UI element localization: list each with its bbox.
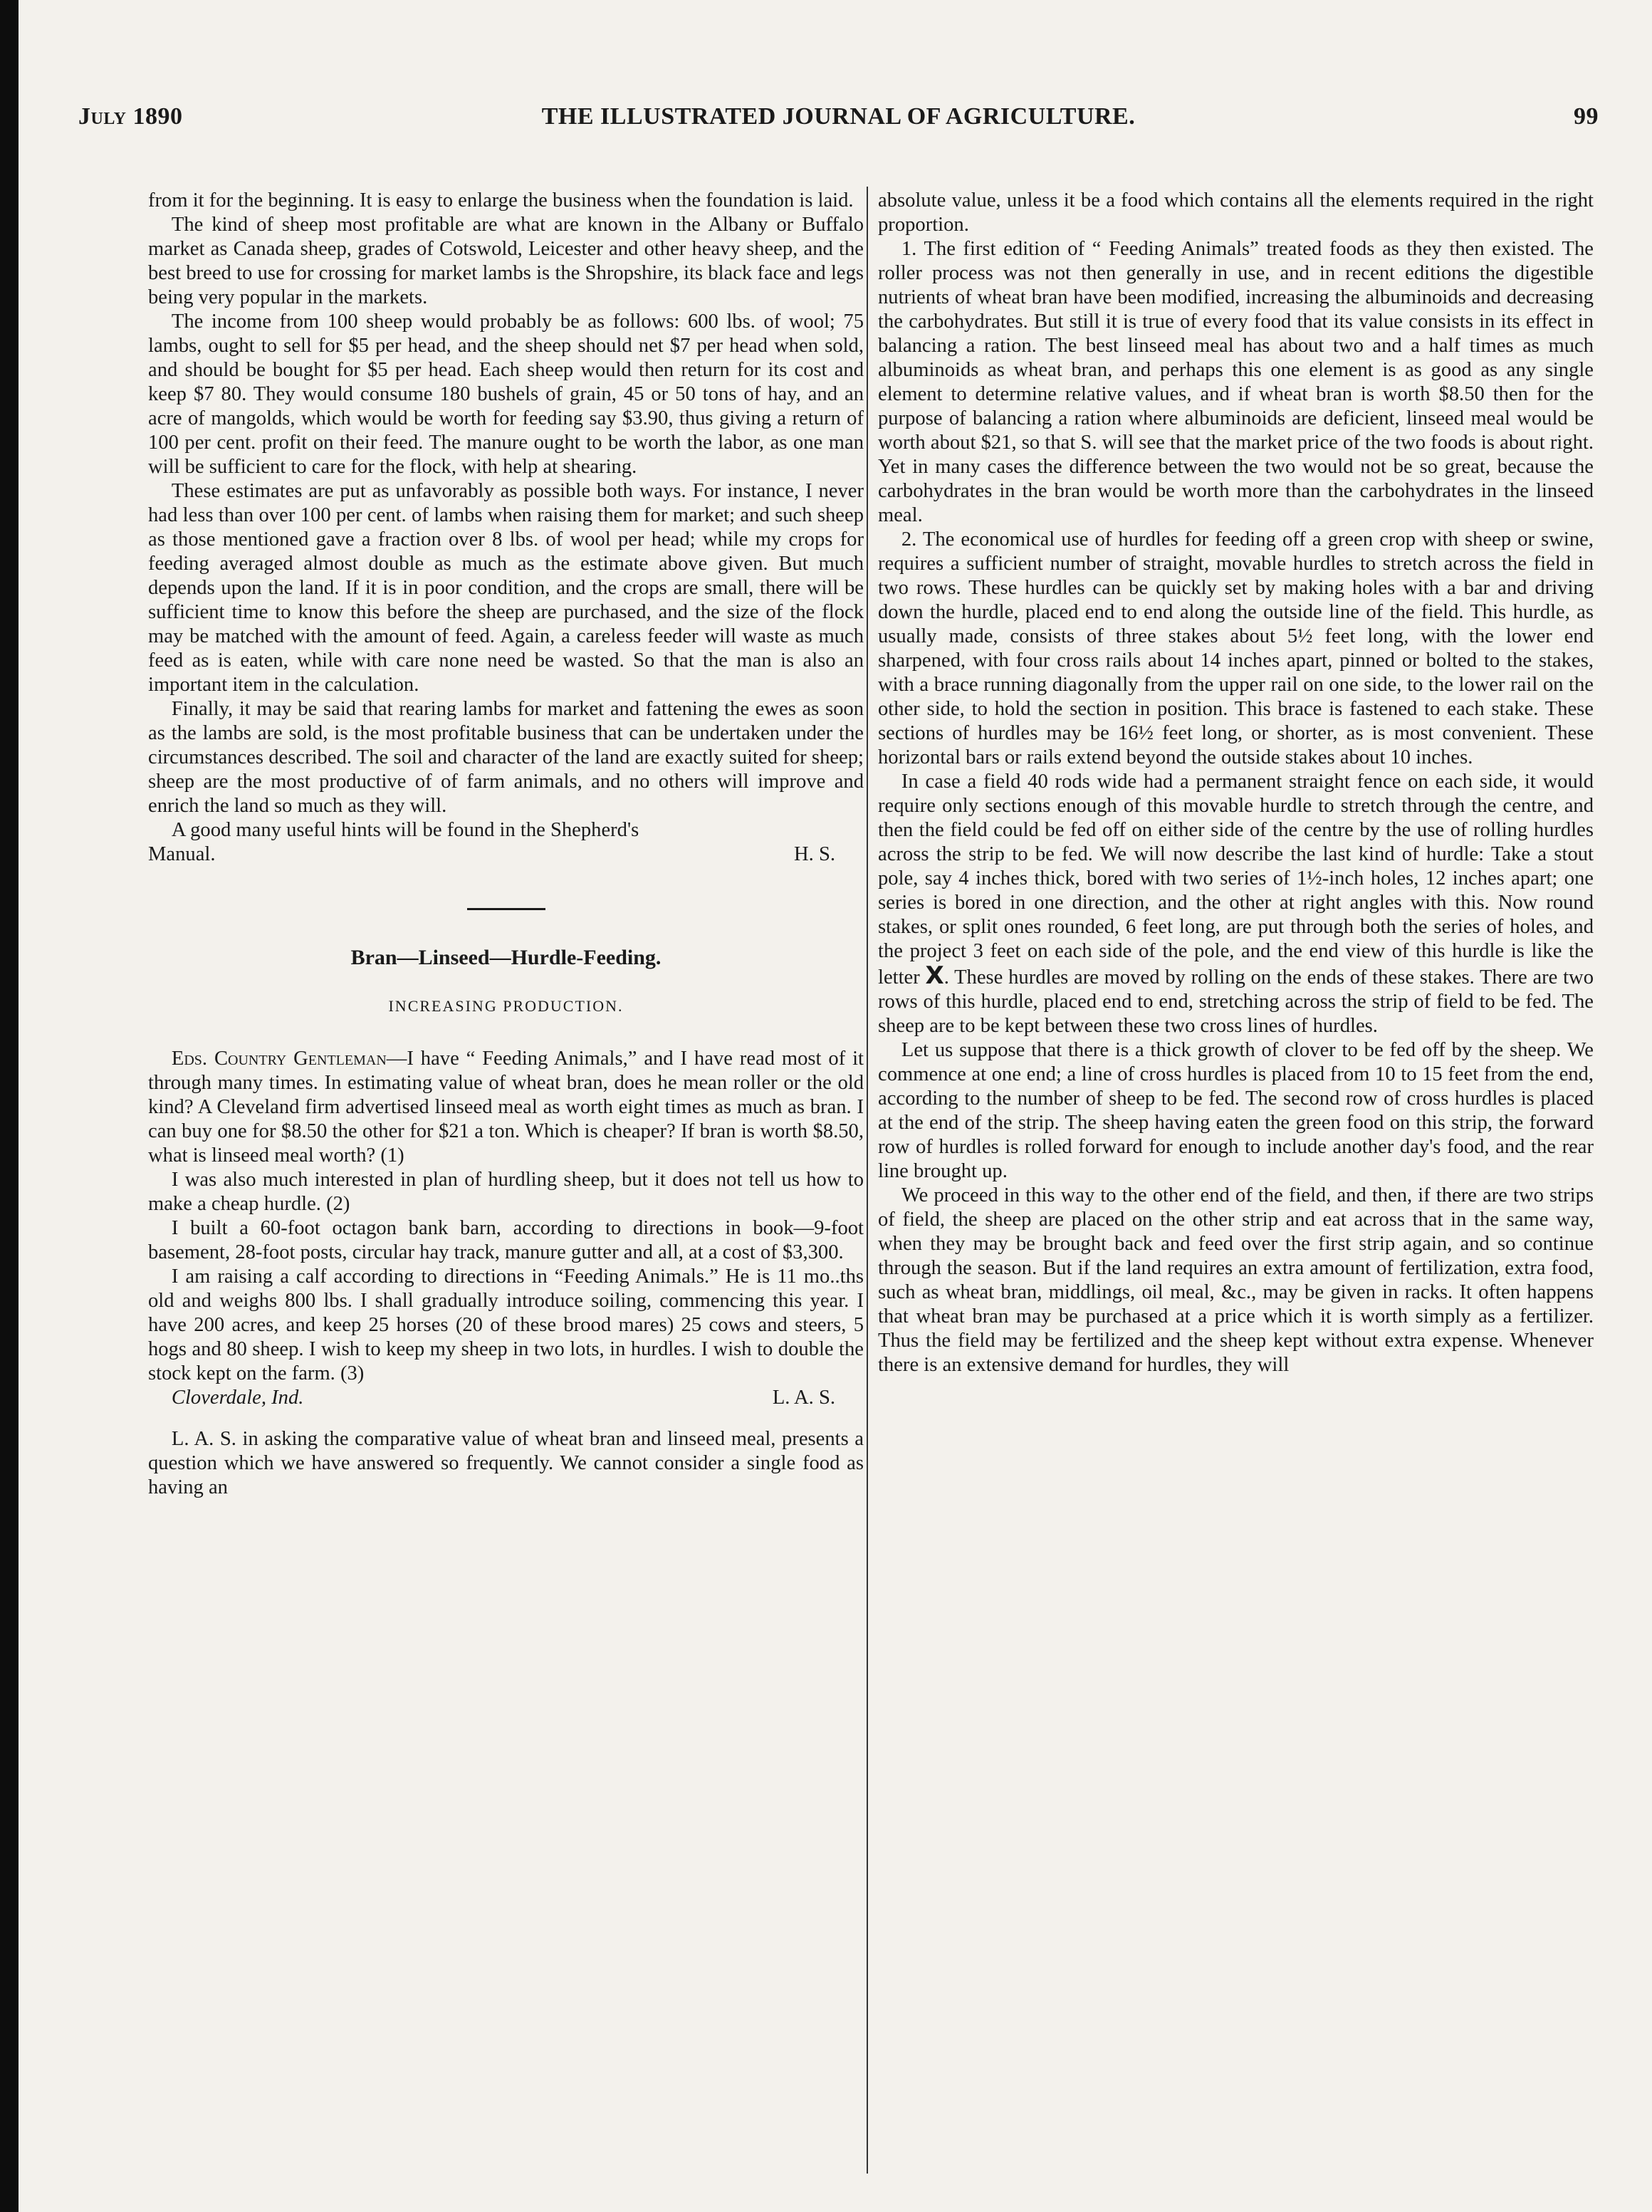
section-rule <box>467 908 545 910</box>
closing-signature-row <box>148 842 864 867</box>
hurdle-text-before: In case a field 40 rods wide had a permanent straight fence on each side, it would require only sections enough of this movable hurdle to stretch through the centre, and then the field could be fed off on either side of the centre by the use of rolling hurdles across the strip to be fed. We will now describe the last kind of hurdle: Take a stout pole, say 4 inches thick, bored with two series of 1½-inch holes, 12 inches apart; one series is bored in one direction, and the other at right angles with this. Now round stakes, or split ones rounded, 6 feet long, are put through both the series of holes, and the project 3 feet on each side of the pole, and the end view of this hurdle is like the letter <box>878 771 1594 988</box>
closing-paragraph <box>148 818 864 842</box>
header-date: July 1890 <box>78 103 183 130</box>
closing-line: A good many useful hints will be found in the Shepherd's <box>171 819 639 841</box>
paragraph: The income from 100 sheep would probably be as follows: 600 lbs. of wool; 75 lambs, ought to sell for $5 per head, and the sheep should net $7 per head when sold, and should be bought for $5 per head. Each sheep would then return for its cost and keep $7 80. They would consume 180 bushels of grain, 45 or 50 tons of hay, and an acre of mangolds, which would be worth for feeding say $3.90, thus giving a return of 100 per cent. profit on their feed. The manure ought to be worth the labor, as one man will be sufficient to care for the flock, with help at shearing. <box>148 311 864 478</box>
letter-signature-row <box>148 1386 864 1410</box>
paragraph: absolute value, unless it be a food which contains all the elements required in the right proportion. <box>878 189 1594 236</box>
paragraph: I am raising a calf according to directions in “Feeding Animals.” He is 11 mo..ths old and weighs 800 lbs. I shall gradually introduce soiling, commencing this year. I have 200 acres, and keep 25 horses (20 of these brood mares) 25 cows and steers, 5 hogs and 80 sheep. I wish to keep my sheep in two lots, in hurdles. I wish to double the stock kept on the farm. (3) <box>148 1266 864 1384</box>
paragraph: 1. The first edition of “ Feeding Animals” treated foods as they then existed. The roller process was not then generally in use, and in recent editions the digestible nutrients of wheat bran have been modified, increasing the albuminoids and decreasing the carbohydrates. But still it is true of every food that its value consists in its effect in balancing a ration. The best linseed meal has about two and a half times as much albuminoids as wheat bran, and perhaps this one element is as good as any single element to determine relative values, and if wheat bran is worth $8.50 then for the purpose of balancing a ration where albuminoids are deficient, linseed meal would be worth about $21, so that S. will see that the market price of the two foods is about right. Yet in many cases the difference between the two would not be so great, because the carbohydrates in the bran would be worth more than the carbohydrates in the linseed meal. <box>878 238 1594 526</box>
closing-word: Manual. <box>148 843 216 865</box>
page-number: 99 <box>1574 103 1599 130</box>
paragraph: from it for the beginning. It is easy to enlarge the business when the foundation is laid. <box>148 189 854 212</box>
paragraph: Let us suppose that there is a thick growth of clover to be fed off by the sheep. We commence at one end; a line of cross hurdles is placed from 10 to 15 feet from the end, according to the number of sheep to be fed. The second row of cross hurdles is placed at the end of the strip. The sheep having eaten the green food on this strip, the forward row of hurdles is rolled forward for enough to include another day's food, and the rear line brought up. <box>878 1039 1594 1182</box>
article-subtitle: INCREASING PRODUCTION. <box>388 997 624 1015</box>
letter-initials: L. A. S. <box>772 1387 835 1409</box>
left-column <box>148 189 864 2169</box>
paragraph: Finally, it may be said that rearing lambs for market and fattening the ewes as soon as the lambs are sold, is the most profitable business that can be undertaken under the circumstances described. The soil and character of the land are exactly suited for sheep; sheep are the most productive of of farm animals, and no others will improve and enrich the land so much as they will. <box>148 698 864 817</box>
running-header <box>78 103 1599 146</box>
paragraph: 2. The economical use of hurdles for feeding off a green crop with sheep or swine, requires a sufficient number of straight, movable hurdles to stretch across the field in two rows. These hurdles can be quickly set by making holes with a bar and driving down the hurdle, placed end to end along the outside line of the field. This hurdle, as usually made, consists of three stakes about 5½ feet long, with the lower end sharpened, with four cross rails about 14 inches apart, pinned or bolted to the stakes, with a brace running diagonally from the upper rail on one side, to the lower rail on the other side, to hold the section in position. This brace is fastened to each stake. These sections of hurdles may be 16½ feet long, or shorter, as is most convenient. These horizontal bars or rails extend beyond the outside stakes about 10 inches. <box>878 528 1594 768</box>
article-title: Bran—Linseed—Hurdle-Feeding. <box>350 946 662 969</box>
paragraph: We proceed in this way to the other end of the field, and then, if there are two strips of field, the sheep are placed on the other strip and eat across that in the same way, when they may be brought back and feed over the first strip again, and so continue through the season. But if the land requires an extra amount of fertilization, extra food, such as wheat bran, middlings, oil meal, &c., may be given in racks. It often happens that wheat bran may be purchased at a price which it is worth simply as a fertilizer. Thus the field may be fertilized and the sheep kept without extra expense. Whenever there is an extensive demand for hurdles, they will <box>878 1184 1594 1376</box>
closing-initials: H. S. <box>794 843 835 865</box>
paragraph: I built a 60-foot octagon bank barn, according to directions in book—9-foot basement, 28-foot posts, circular hay track, manure gutter and all, at a cost of $3,300. <box>148 1217 864 1263</box>
binding-edge <box>0 0 19 2212</box>
reply-paragraph: L. A. S. in asking the comparative value of wheat bran and linseed meal, presents a question which we have answered so frequently. We cannot consider a single food as having an <box>148 1428 864 1498</box>
letter-salutation: Eds. Country Gentleman <box>171 1048 387 1070</box>
letter-opening <box>148 1047 864 1168</box>
letter-place: Cloverdale, Ind. <box>171 1387 304 1409</box>
paragraph <box>878 770 1594 1038</box>
letter-x-symbol: X <box>925 961 944 990</box>
paragraph: These estimates are put as unfavorably as possible both ways. For instance, I never had less than over 100 per cent. of lambs when raising them for market; and such sheep as those mentioned gave a fraction over 8 lbs. of wool per head; while my crops for feeding averaged almost double as much as the estimate above given. But much depends upon the land. If it is in poor condition, and the crops are small, there will be sufficient time to know this before the sheep are purchased, and the size of the flock may be matched with the amount of feed. Again, a careless feeder will waste as much feed as is eaten, while with care none need be wasted. So that the man is also an important item in the calculation. <box>148 480 864 696</box>
right-column <box>878 189 1594 2169</box>
hurdle-text-after: . These hurdles are moved by rolling on the ends of these stakes. There are two rows of this hurdle, placed end to end, stretching across the strip of field to be fed. The sheep are to be kept between these two cross lines of hurdles. <box>878 966 1594 1037</box>
paragraph: I was also much interested in plan of hurdling sheep, but it does not tell us how to make a cheap hurdle. (2) <box>148 1169 864 1215</box>
column-divider <box>867 187 868 2174</box>
letter-first-text: —I have “ Feeding Animals,” and I have read most of it through many times. In estimating value of wheat bran, does he mean roller or the old kind? A Cleveland firm advertised linseed meal as worth eight times as much as bran. I can buy one for $8.50 the other for $21 a ton. Which is cheaper? If bran is worth $8.50, what is linseed meal worth? (1) <box>148 1048 864 1167</box>
journal-title: THE ILLUSTRATED JOURNAL OF AGRICULTURE. <box>541 103 1136 130</box>
paragraph: The kind of sheep most profitable are what are known in the Albany or Buffalo market as Canada sheep, grades of Cotswold, Leicester and other heavy sheep, and the best breed to use for crossing for market lambs is the Shropshire, its black face and legs being very popular in the markets. <box>148 214 864 308</box>
